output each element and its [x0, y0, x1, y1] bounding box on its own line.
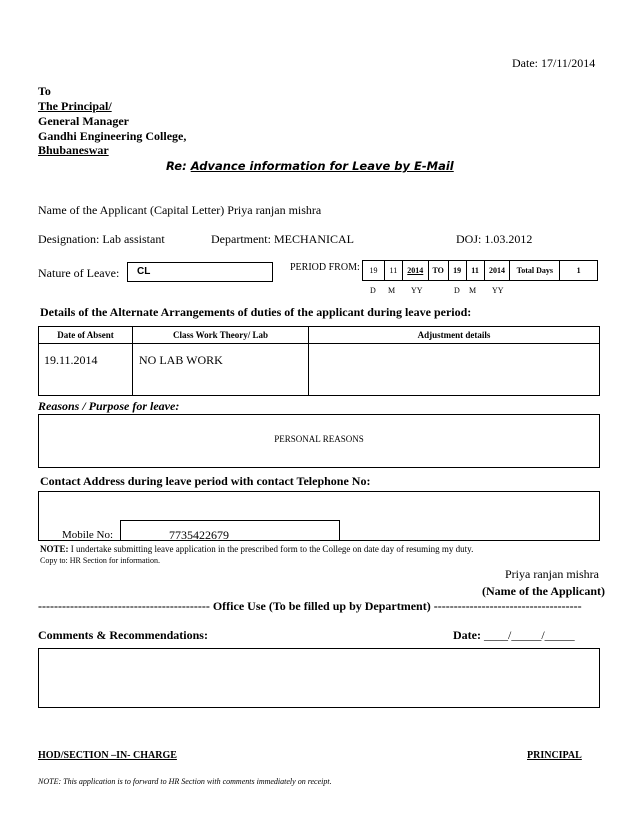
subject-text: Advance information for Leave by E-Mail: [190, 159, 454, 173]
period-from-month[interactable]: 11: [384, 261, 402, 281]
contact-heading: Contact Address during leave period with contact Telephone No:: [40, 474, 371, 488]
address-line4: Bhubaneswar: [38, 143, 109, 157]
department-label: Department:: [211, 232, 271, 246]
mobile-value: 7735422679: [169, 528, 229, 541]
col-adjustment: Adjustment details: [309, 327, 600, 344]
period-label: PERIOD FROM:: [290, 262, 360, 273]
office-date-blank[interactable]: ____/_____/_____: [483, 628, 575, 642]
total-days-label: Total Days: [510, 261, 560, 281]
department-value: MECHANICAL: [273, 232, 354, 246]
alternate-table: [38, 326, 600, 396]
doj-row: [456, 232, 532, 247]
office-use-line: [38, 599, 582, 614]
reasons-value: PERSONAL REASONS: [274, 434, 364, 444]
col-date-absent: Date of Absent: [39, 327, 133, 344]
designation-value: Lab assistant: [102, 232, 165, 246]
office-dashes-right: -------------------------------------: [433, 599, 582, 613]
office-date: [453, 628, 575, 643]
address-to: To: [38, 84, 51, 98]
applicant-name-row: [38, 203, 321, 218]
address-line1: The Principal/: [38, 99, 112, 113]
address-line2: General Manager: [38, 114, 129, 128]
doj-value: 1.03.2012: [484, 232, 533, 246]
row-adjustment[interactable]: [309, 344, 600, 396]
office-date-label: Date:: [453, 628, 481, 642]
designation-label: Designation:: [38, 232, 100, 246]
note-line: [40, 544, 473, 554]
period-from-day[interactable]: 19: [363, 261, 385, 281]
name-value: Priya ranjan mishra: [227, 203, 322, 217]
department-row: [211, 232, 354, 247]
note-label: NOTE:: [40, 544, 69, 554]
comments-label: Comments & Recommendations:: [38, 628, 208, 642]
footer-note: NOTE: This application is to forward to HR Section with comments immediately on receipt.: [38, 777, 332, 786]
sub-from-year: YY: [411, 286, 423, 295]
office-dashes-left: -------------------------------------------: [38, 599, 210, 613]
period-to-day[interactable]: 19: [448, 261, 466, 281]
nature-of-leave-field[interactable]: [127, 262, 273, 282]
office-title: Office Use (To be filled up by Department): [212, 599, 431, 613]
total-days-value[interactable]: 1: [560, 261, 598, 281]
period-to-year[interactable]: 2014: [484, 261, 510, 281]
doj-label: DOJ:: [456, 232, 482, 246]
reasons-field[interactable]: [38, 414, 600, 468]
sub-to-year: YY: [492, 286, 504, 295]
sub-from-month: M: [388, 286, 396, 295]
nature-value: CL: [137, 266, 151, 277]
comments-field[interactable]: [38, 648, 600, 708]
date-line: Date: 17/11/2014: [512, 56, 596, 70]
copy-to: Copy to: HR Section for information.: [40, 556, 160, 565]
signature-caption: (Name of the Applicant): [482, 584, 605, 598]
designation-row: [38, 232, 165, 247]
sub-to-month: M: [469, 286, 477, 295]
name-label: Name of the Applicant (Capital Letter): [38, 203, 225, 217]
period-table: [362, 260, 598, 281]
subject-prefix: Re:: [166, 159, 187, 173]
note-text: I undertake submitting leave application in the prescribed form to the College on date day of resuming my duty.: [70, 544, 474, 554]
address-line3: Gandhi Engineering College,: [38, 129, 187, 143]
mobile-field[interactable]: [120, 520, 340, 541]
col-class-work: Class Work Theory/ Lab: [133, 327, 309, 344]
principal-label: PRINCIPAL: [527, 750, 582, 761]
subject: [166, 159, 454, 173]
period-to-label: TO: [428, 261, 448, 281]
nature-label: Nature of Leave:: [38, 266, 120, 280]
reasons-heading: Reasons / Purpose for leave:: [38, 399, 180, 413]
row-date[interactable]: 19.11.2014: [39, 344, 133, 396]
signature-name: Priya ranjan mishra: [505, 567, 599, 581]
sub-to-day: D: [454, 286, 460, 295]
hod-label: HOD/SECTION –IN- CHARGE: [38, 750, 177, 761]
alternate-heading: Details of the Alternate Arrangements of duties of the applicant during leave period:: [40, 305, 472, 319]
period-to-month[interactable]: 11: [466, 261, 484, 281]
mobile-label: Mobile No:: [62, 529, 114, 541]
period-from-year[interactable]: 2014: [402, 261, 428, 281]
row-class-work[interactable]: NO LAB WORK: [133, 344, 309, 396]
sub-from-day: D: [370, 286, 376, 295]
